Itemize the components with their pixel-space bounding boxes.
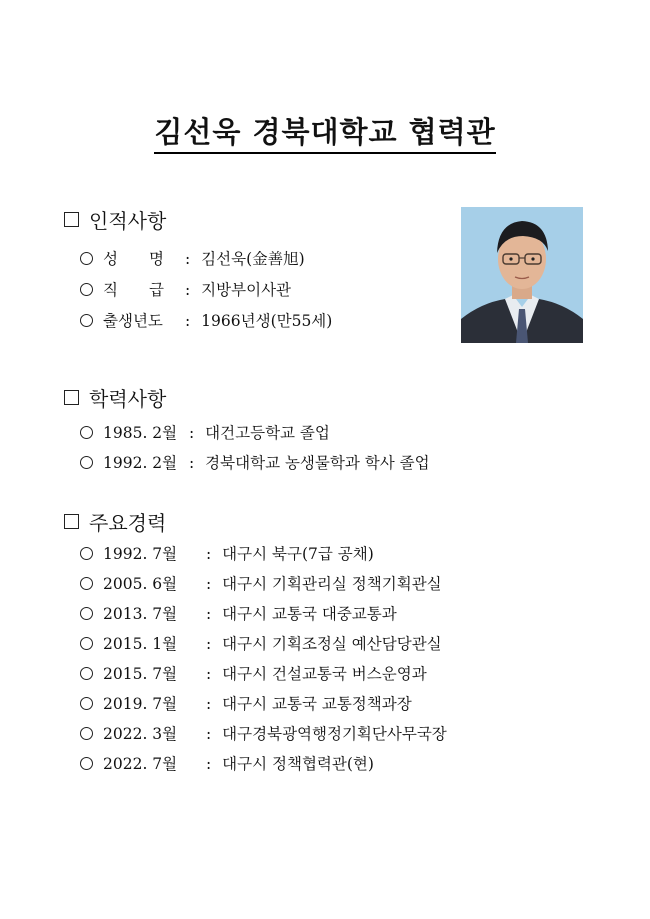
portrait-photo [461, 207, 583, 343]
circle-bullet-icon [80, 697, 93, 710]
career-row: 2015. 1월 : 대구시 기획조정실 예산담당관실 [80, 632, 442, 654]
career-row: 2022. 3월 : 대구경북광역행정기획단사무국장 [80, 722, 447, 744]
circle-bullet-icon [80, 547, 93, 560]
checkbox-square-icon [64, 514, 79, 529]
career-row: 1992. 7월 : 대구시 북구(7급 공채) [80, 542, 374, 564]
section-education-heading: 학력사항 [64, 383, 166, 412]
circle-bullet-icon [80, 283, 93, 296]
circle-bullet-icon [80, 607, 93, 620]
circle-bullet-icon [80, 577, 93, 590]
circle-bullet-icon [80, 426, 93, 439]
section-career-heading: 주요경력 [64, 507, 166, 536]
section-personal-heading: 인적사항 [64, 205, 166, 234]
career-row: 2022. 7월 : 대구시 정책협력관(현) [80, 752, 374, 774]
career-row: 2005. 6월 : 대구시 기획관리실 정책기획관실 [80, 572, 442, 594]
personal-row-birth: 출생년도 : 1966년생(만55세) [80, 309, 332, 331]
circle-bullet-icon [80, 314, 93, 327]
page-title: 김선욱 경북대학교 협력관 [0, 110, 650, 151]
education-row: 1992. 2월 : 경북대학교 농생물학과 학사 졸업 [80, 451, 430, 473]
circle-bullet-icon [80, 252, 93, 265]
circle-bullet-icon [80, 637, 93, 650]
personal-row-rank: 직 급 : 지방부이사관 [80, 278, 291, 300]
checkbox-square-icon [64, 212, 79, 227]
circle-bullet-icon [80, 667, 93, 680]
career-row: 2013. 7월 : 대구시 교통국 대중교통과 [80, 602, 397, 624]
circle-bullet-icon [80, 727, 93, 740]
career-row: 2015. 7월 : 대구시 건설교통국 버스운영과 [80, 662, 427, 684]
circle-bullet-icon [80, 456, 93, 469]
education-row: 1985. 2월 : 대건고등학교 졸업 [80, 421, 330, 443]
career-row: 2019. 7월 : 대구시 교통국 교통정책과장 [80, 692, 412, 714]
personal-row-name: 성 명 : 김선욱(金善旭) [80, 247, 305, 269]
circle-bullet-icon [80, 757, 93, 770]
checkbox-square-icon [64, 390, 79, 405]
